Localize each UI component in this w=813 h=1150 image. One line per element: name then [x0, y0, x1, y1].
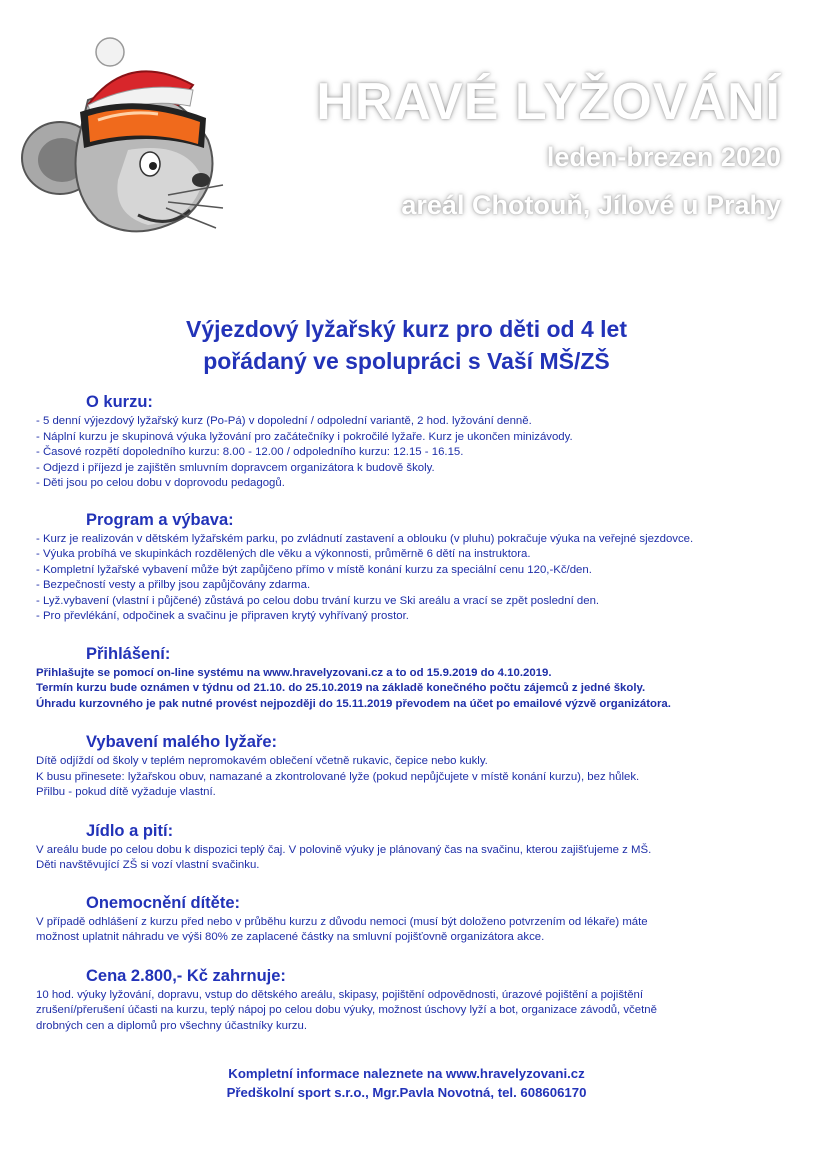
footer-info-line: Kompletní informace naleznete na www.hravelyzovani.cz [228, 1066, 585, 1081]
section-line: - Děti jsou po celou dobu v doprovodu pedagogů. [36, 477, 285, 489]
section-line: - Bezpečností vesty a přilby jsou zapůjčovány zdarma. [36, 579, 311, 591]
section-line: - 5 denní výjezdový lyžařský kurz (Po-Pá) v dopolední / odpolední variantě, 2 hod. lyžování denně. [36, 415, 532, 427]
section-line: V areálu bude po celou dobu k dispozici teplý čaj. V polovině výuky je plánovaný čas na svačinu, kterou zajišťujeme z MŠ. [36, 843, 652, 856]
section-prihlaseni [36, 644, 786, 713]
section-line: V případě odhlášení z kurzu před nebo v průběhu kurzu z důvodu nemoci (musí být doloženo potvrzením od lékaře) máte [36, 915, 648, 928]
section-line: - Časové rozpětí dopoledního kurzu: 8.00 - 12.00 / odpoledního kurzu: 12.15 - 16.15. [36, 446, 464, 458]
ski-mouse-mascot-icon [18, 30, 228, 260]
section-title: Cena 2.800,- Kč zahrnuje: [86, 966, 286, 985]
section-cena [36, 966, 786, 1035]
section-title: O kurzu: [86, 393, 153, 411]
section-vybaveni [36, 732, 786, 801]
brand-place: areál Chotouň, Jílové u Prahy [401, 190, 781, 220]
section-o-kurzu [36, 392, 786, 492]
section-title: Přihlášení: [86, 644, 171, 663]
section-line: - Kompletní lyžařské vybavení může být zapůjčeno přímo v místě konání kurzu za speciální cenu 120,-Kč/den. [36, 563, 592, 576]
section-line: Přilbu - pokud dítě vyžaduje vlastní. [36, 786, 216, 798]
section-line: - Pro převlékání, odpočinek a svačinu je připraven krytý vyhřívaný prostor. [36, 610, 409, 622]
info-content [36, 392, 786, 1034]
section-title: Vybavení malého lyžaře: [86, 733, 278, 751]
brand-dates: leden-brezen 2020 [546, 142, 781, 172]
headline-line-1: Výjezdový lyžařský kurz pro děti od 4 let [186, 316, 627, 342]
section-line: Úhradu kurzovného je pak nutné provést nejpozději do 15.11.2019 převodem na účet po emailové výzvě organizátora. [36, 697, 671, 710]
section-title: Jídlo a pití: [86, 821, 174, 840]
page-headline [0, 313, 813, 377]
section-line: Děti navštěvující ZŠ si vozí vlastní svačinku. [36, 859, 260, 871]
section-onemocneni [36, 893, 786, 946]
footer-contact-line: Předškolní sport s.r.o., Mgr.Pavla Novotná, tel. 608606170 [226, 1085, 587, 1100]
section-line: zrušení/přerušení účasti na kurzu, teplý nápoj po celou dobu výuky, možnost úschovy lyží a bot, organizace závodů, včetně [36, 1004, 657, 1016]
section-line: Termín kurzu bude oznámen v týdnu od 21.10. do 25.10.2019 na základě konečného počtu zájemců z jedné školy. [36, 682, 646, 694]
section-line: - Náplní kurzu je skupinová výuka lyžování pro začátečníky i pokročilé lyžaře. Kurz je ukončen minizávody. [36, 430, 573, 443]
section-line: - Lyž.vybavení (vlastní i půjčené) zůstává po celou dobu trvání kurzu ve Ski areálu a vrací se zpět poslední den. [36, 594, 600, 607]
section-line: - Výuka probíhá ve skupinkách rozdělených dle věku a výkonnosti, průměrně 6 dětí na instruktora. [36, 548, 531, 560]
section-title: Onemocnění dítěte: [86, 893, 241, 912]
section-line: Přihlašujte se pomocí on-line systému na www.hravelyzovani.cz a to od 15.9.2019 do 4.10.2019. [36, 666, 552, 679]
section-line: - Kurz je realizován v dětském lyžařském parku, po zvládnutí zastavení a oblouku (v pluhu) pokračuje výuka na veřejné sjezdovce. [36, 532, 694, 545]
section-jidlo [36, 821, 786, 874]
page-header [0, 0, 813, 260]
section-line: 10 hod. výuky lyžování, dopravu, vstup do dětského areálu, skipasy, pojištění odpovědnosti, úrazové pojištění a pojištění [36, 988, 644, 1001]
section-line: K busu přinesete: lyžařskou obuv, namazané a zkontrolované lyže (pokud nepůjčujete v místě konání kurzu), bez hůlek. [36, 770, 640, 783]
section-line: Dítě odjíždí od školy v teplém nepromokavém oblečení včetně rukavic, čepice nebo kukly. [36, 755, 488, 767]
brand-title: HRAVÉ LYŽOVÁNÍ [316, 73, 781, 131]
section-line: - Odjezd i příjezd je zajištěn smluvním dopravcem organizátora k budově školy. [36, 461, 435, 474]
headline-line-2: pořádaný ve spolupráci s Vaší MŠ/ZŠ [203, 348, 610, 374]
section-line: možnost uplatnit náhradu ve výši 80% ze zaplacené částky na smluvní pojišťovně organizátora akce. [36, 931, 545, 943]
page-footer [0, 1064, 813, 1102]
section-program [36, 510, 786, 625]
section-line: drobných cen a diplomů pro všechny účastníky kurzu. [36, 1019, 307, 1032]
section-title: Program a výbava: [86, 510, 234, 529]
